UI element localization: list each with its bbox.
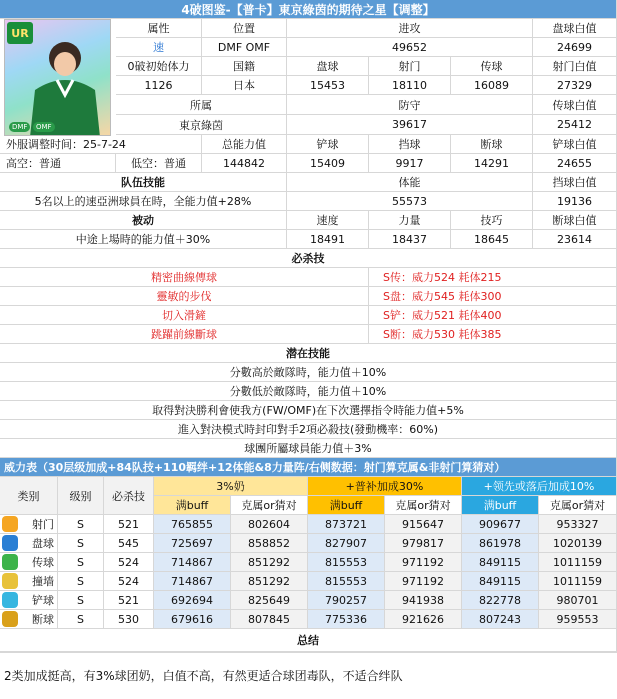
power-value: 971192 (385, 572, 462, 591)
value-shoot: 18110 (369, 76, 451, 95)
power-value: 765855 (154, 515, 231, 534)
power-row-category (0, 534, 58, 553)
special-heading: 必杀技 (0, 249, 617, 268)
special-move-info: S盘：威力545 耗体300 (369, 287, 617, 306)
label-tackle-base: 铲球白值 (533, 135, 617, 154)
power-value: 873721 (308, 515, 385, 534)
power-row-level: S (58, 553, 104, 572)
power-value: 802604 (231, 515, 308, 534)
label-power: 力量 (369, 211, 451, 230)
value-stamina-stat: 55573 (287, 192, 533, 211)
label-dribble-base: 盘球白值 (533, 19, 617, 38)
power-row-skill: 524 (104, 553, 154, 572)
label-block-base: 挡球白值 (533, 173, 617, 192)
power-table-title: 威力表（30层级加成+84队技+110羁绊+12体能&8力量阵/右侧数据：射门算克属&非射门算猜对） (0, 458, 617, 477)
power-row-level: S (58, 591, 104, 610)
label-defense: 防守 (287, 95, 533, 115)
potential-item: 取得對決勝利會使我方(FW/OMF)在下次選擇指令時能力值+5% (0, 401, 617, 420)
power-row-category (0, 572, 58, 591)
power-value: 822778 (462, 591, 539, 610)
power-value: 790257 (308, 591, 385, 610)
power-value: 861978 (462, 534, 539, 553)
sub-header: 满buff (308, 496, 385, 515)
potential-item: 進入對決模式時封印對手2項必殺技(發動機率：60%) (0, 420, 617, 439)
power-value: 909677 (462, 515, 539, 534)
power-value: 827907 (308, 534, 385, 553)
summary-text: 2类加成挺高，有3%球团奶，白值不高，有然更适合球团毒队，不适合绊队 (0, 652, 617, 699)
label-shoot-base: 射门白值 (533, 57, 617, 76)
label-tackle: 铲球 (287, 135, 369, 154)
shoot-icon (2, 516, 18, 532)
label-intercept: 断球 (451, 135, 533, 154)
sub-header: 克属or猜对 (385, 496, 462, 515)
label-intercept-base: 断球白值 (533, 211, 617, 230)
value-dribble-base: 24699 (533, 38, 617, 57)
value-pass-base: 25412 (533, 115, 617, 135)
special-move-info: S铲：威力521 耗体400 (369, 306, 617, 325)
power-value: 807845 (231, 610, 308, 629)
value-attack: 49652 (287, 38, 533, 57)
category-label: 传球 (32, 556, 54, 569)
power-row-skill: 530 (104, 610, 154, 629)
potential-item: 球團所屬球員能力值＋3% (0, 439, 617, 458)
power-row-skill: 521 (104, 515, 154, 534)
power-row-skill: 521 (104, 591, 154, 610)
special-move-name: 切入滑鏟 (0, 306, 369, 325)
value-position: DMF OMF (202, 38, 287, 57)
summary-heading: 总结 (0, 629, 617, 652)
player-card-portrait (4, 19, 111, 136)
special-move-name: 精密曲線傳球 (0, 268, 369, 287)
page-title: 4破图鉴-【普卡】東京綠茵的期待之星【调整】 (0, 0, 617, 19)
value-block-base: 19136 (533, 192, 617, 211)
label-team: 所属 (116, 95, 287, 115)
value-total: 144842 (202, 154, 287, 173)
power-value: 815553 (308, 572, 385, 591)
tackle-icon (2, 592, 18, 608)
power-value: 921626 (385, 610, 462, 629)
value-tackle: 15409 (287, 154, 369, 173)
power-value: 714867 (154, 572, 231, 591)
label-total: 总能力值 (202, 135, 287, 154)
label-stamina: 0破初始体力 (116, 57, 202, 76)
group-header: +普补加成30% (308, 477, 462, 496)
power-row-category (0, 553, 58, 572)
value-block: 9917 (369, 154, 451, 173)
value-stamina: 1126 (116, 76, 202, 95)
special-move-info: S断：威力530 耗体385 (369, 325, 617, 344)
player-figure-icon (5, 20, 111, 136)
label-dribble: 盘球 (287, 57, 369, 76)
power-value: 959553 (539, 610, 617, 629)
sub-header: 克属or猜对 (539, 496, 617, 515)
power-value: 941938 (385, 591, 462, 610)
power-value: 980701 (539, 591, 617, 610)
label-nationality: 国籍 (202, 57, 287, 76)
special-move-name: 靈敏的步伐 (0, 287, 369, 306)
power-value: 815553 (308, 553, 385, 572)
power-row-category (0, 591, 58, 610)
high-ball: 高空：普通 (0, 154, 116, 173)
pass-icon (2, 554, 18, 570)
group-header: +领先或落后加成10% (462, 477, 617, 496)
group-header: 3%奶 (154, 477, 308, 496)
label-block: 挡球 (369, 135, 451, 154)
col-header-category: 类别 (0, 477, 58, 515)
label-position: 位置 (202, 19, 287, 38)
value-team: 東京綠茵 (116, 115, 287, 135)
col-header-skill: 必杀技 (104, 477, 154, 515)
category-label: 撞墙 (32, 575, 54, 588)
power-value: 807243 (462, 610, 539, 629)
power-value: 714867 (154, 553, 231, 572)
power-value: 1011159 (539, 572, 617, 591)
power-row-level: S (58, 515, 104, 534)
value-intercept-base: 23614 (533, 230, 617, 249)
value-shoot-base: 27329 (533, 76, 617, 95)
team-skill-heading: 队伍技能 (0, 173, 287, 192)
power-value: 725697 (154, 534, 231, 553)
one-two-icon (2, 573, 18, 589)
category-label: 铲球 (32, 594, 54, 607)
col-header-level: 级别 (58, 477, 104, 515)
position-tag: DMF (9, 122, 30, 132)
power-value: 851292 (231, 572, 308, 591)
power-row-category (0, 610, 58, 629)
power-value: 971192 (385, 553, 462, 572)
value-tackle-base: 24655 (533, 154, 617, 173)
value-power: 18437 (369, 230, 451, 249)
adjust-date: 外服调整时间：25-7-24 (0, 135, 202, 154)
position-tag: OMF (33, 122, 55, 132)
value-intercept: 14291 (451, 154, 533, 173)
potential-heading: 潜在技能 (0, 344, 617, 363)
power-row-skill: 524 (104, 572, 154, 591)
label-shoot: 射门 (369, 57, 451, 76)
potential-item: 分數高於敵隊時，能力值＋10% (0, 363, 617, 382)
power-row-skill: 545 (104, 534, 154, 553)
power-value: 1011159 (539, 553, 617, 572)
label-pass-base: 传球白值 (533, 95, 617, 115)
power-row-level: S (58, 534, 104, 553)
special-move-name: 跳躍前線斷球 (0, 325, 369, 344)
power-value: 692694 (154, 591, 231, 610)
label-speed: 速度 (287, 211, 369, 230)
low-ball: 低空：普通 (116, 154, 202, 173)
dribble-icon (2, 535, 18, 551)
power-value: 858852 (231, 534, 308, 553)
intercept-icon (2, 611, 18, 627)
value-nationality: 日本 (202, 76, 287, 95)
value-technique: 18645 (451, 230, 533, 249)
power-value: 679616 (154, 610, 231, 629)
passive-heading: 被动 (0, 211, 287, 230)
rarity-badge: UR (7, 22, 33, 44)
power-value: 851292 (231, 553, 308, 572)
sub-header: 满buff (462, 496, 539, 515)
label-stamina-stat: 体能 (287, 173, 533, 192)
power-value: 915647 (385, 515, 462, 534)
team-skill-text: 5名以上的速亞洲球員在時，全能力值+28% (0, 192, 287, 211)
special-move-info: S传：威力524 耗体215 (369, 268, 617, 287)
label-pass: 传球 (451, 57, 533, 76)
sub-header: 满buff (154, 496, 231, 515)
value-pass: 16089 (451, 76, 533, 95)
power-row-level: S (58, 610, 104, 629)
power-value: 849115 (462, 572, 539, 591)
value-dribble: 15453 (287, 76, 369, 95)
label-technique: 技巧 (451, 211, 533, 230)
label-attribute: 属性 (116, 19, 202, 38)
power-row-level: S (58, 572, 104, 591)
sub-header: 克属or猜对 (231, 496, 308, 515)
category-label: 断球 (32, 613, 54, 626)
power-value: 775336 (308, 610, 385, 629)
power-value: 825649 (231, 591, 308, 610)
power-value: 849115 (462, 553, 539, 572)
potential-item: 分數低於敵隊時，能力值＋10% (0, 382, 617, 401)
value-defense: 39617 (287, 115, 533, 135)
category-label: 盘球 (32, 537, 54, 550)
power-value: 953327 (539, 515, 617, 534)
passive-text: 中途上場時的能力值＋30% (0, 230, 287, 249)
power-row-category (0, 515, 58, 534)
value-speed: 18491 (287, 230, 369, 249)
power-value: 979817 (385, 534, 462, 553)
label-attack: 进攻 (287, 19, 533, 38)
value-attribute: 速 (116, 38, 202, 57)
power-value: 1020139 (539, 534, 617, 553)
category-label: 射门 (32, 518, 54, 531)
